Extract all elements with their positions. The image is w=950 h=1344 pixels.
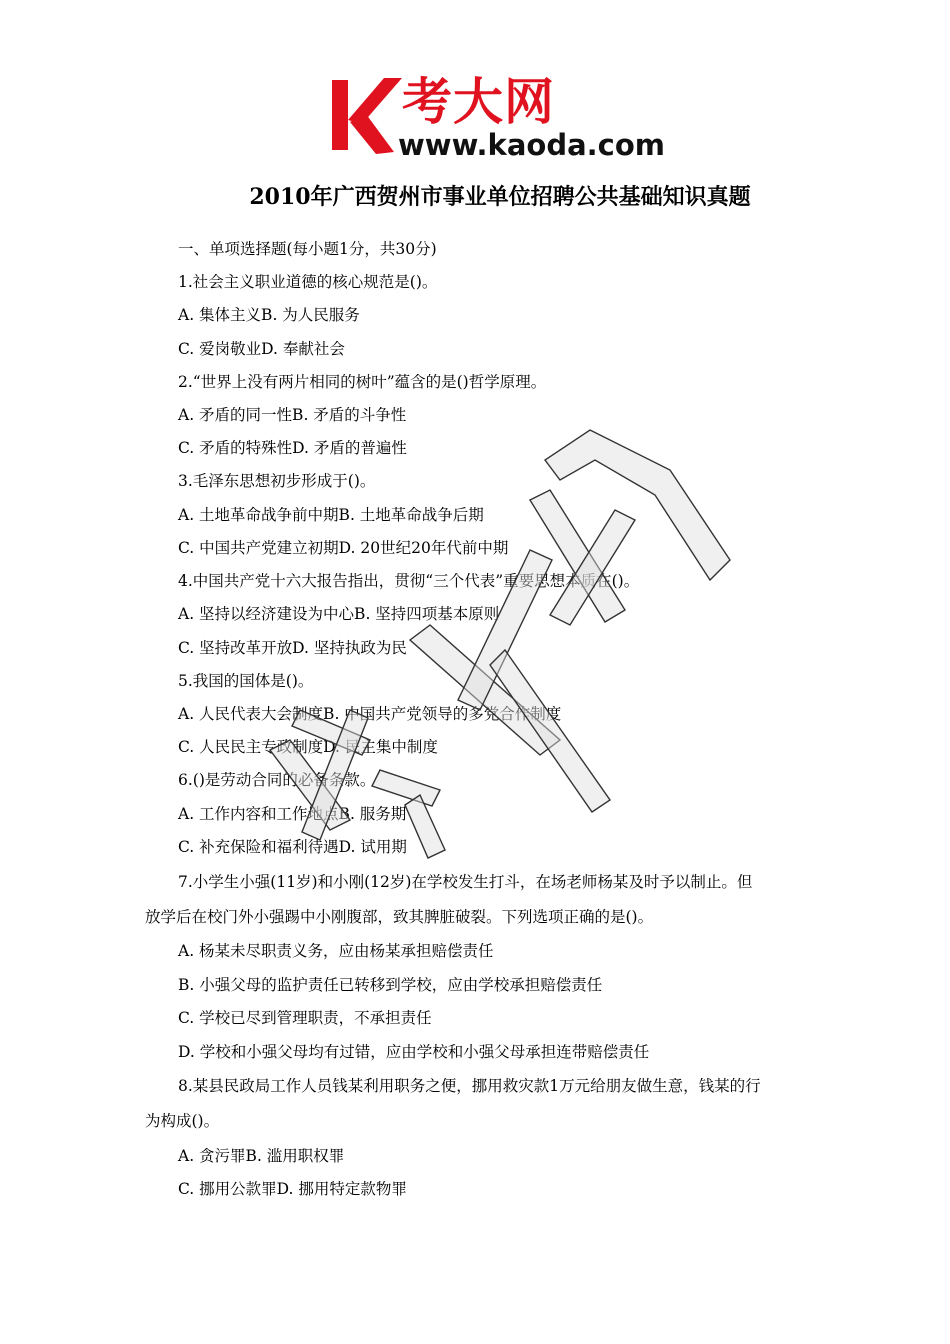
text-line: A. 工作内容和工作地点B. 服务期 [178, 805, 407, 823]
text-line: 5.我国的国体是()。 [178, 672, 314, 690]
text-line: C. 学校已尽到管理职责，不承担责任 [178, 1009, 432, 1027]
text-line: 2.“世界上没有两片相同的树叶”蕴含的是()哲学原理。 [178, 373, 547, 391]
text-line: A. 矛盾的同一性B. 矛盾的斗争性 [178, 406, 407, 424]
text-line: 6.()是劳动合同的必备条款。 [178, 771, 376, 789]
text-line: B. 小强父母的监护责任已转移到学校，应由学校承担赔偿责任 [178, 976, 603, 994]
text-line: A. 人民代表大会制度B. 中国共产党领导的多党合作制度 [178, 705, 562, 723]
text-line: A. 杨某未尽职责义务，应由杨某承担赔偿责任 [178, 942, 494, 960]
text-line: 1.社会主义职业道德的核心规范是()。 [178, 273, 438, 291]
text-line: C. 中国共产党建立初期D. 20世纪20年代前中期 [178, 539, 509, 557]
text-line: C. 爱岗敬业D. 奉献社会 [178, 340, 345, 358]
text-line: C. 人民民主专政制度D. 民主集中制度 [178, 738, 438, 756]
logo-chinese-text: 考大网 [402, 73, 555, 131]
text-line: 7.小学生小强(11岁)和小刚(12岁)在学校发生打斗，在场老师杨某及时予以制止。但 [178, 873, 753, 891]
text-line: A. 坚持以经济建设为中心B. 坚持四项基本原则 [178, 605, 500, 623]
text-line: C. 补充保险和福利待遇D. 试用期 [178, 838, 407, 856]
section-heading: 一、单项选择题(每小题1分，共30分) [178, 240, 437, 258]
text-line: A. 集体主义B. 为人民服务 [178, 306, 360, 324]
logo-url-text: www.kaoda.com [398, 128, 665, 162]
text-line: C. 挪用公款罪D. 挪用特定款物罪 [178, 1180, 407, 1198]
text-line: A. 土地革命战争前中期B. 土地革命战争后期 [178, 506, 484, 524]
text-line: 为构成()。 [145, 1112, 220, 1130]
text-line: C. 矛盾的特殊性D. 矛盾的普遍性 [178, 439, 407, 457]
text-line: 3.毛泽东思想初步形成于()。 [178, 472, 376, 490]
text-line: 4.中国共产党十六大报告指出，贯彻“三个代表”重要思想本质在()。 [178, 572, 640, 590]
text-line: A. 贪污罪B. 滥用职权罪 [178, 1147, 345, 1165]
kaoda-logo [326, 72, 665, 162]
k-logo-icon [326, 72, 406, 160]
document-title: 2010年广西贺州市事业单位招聘公共基础知识真题 [249, 184, 751, 210]
text-line: D. 学校和小强父母均有过错，应由学校和小强父母承担连带赔偿责任 [178, 1043, 650, 1061]
text-line: 放学后在校门外小强踢中小刚腹部，致其脾脏破裂。下列选项正确的是()。 [145, 908, 654, 926]
text-line: 8.某县民政局工作人员钱某利用职务之便，挪用救灾款1万元给朋友做生意，钱某的行 [178, 1077, 761, 1095]
text-line: C. 坚持改革开放D. 坚持执政为民 [178, 639, 407, 657]
